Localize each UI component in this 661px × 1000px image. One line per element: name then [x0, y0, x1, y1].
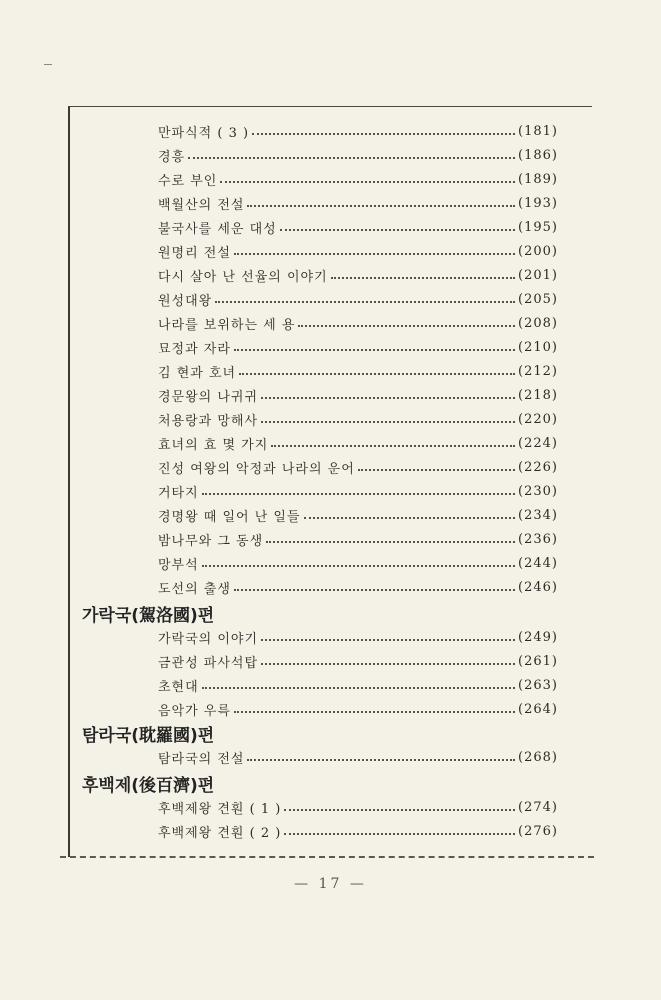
entry-page: (200) [518, 243, 558, 259]
entry-title: 원성대왕 [158, 293, 213, 309]
toc-entry [158, 576, 558, 598]
section-heading-hubaekje: 후백제(後百濟)편 [82, 775, 215, 796]
leader-dots [284, 809, 515, 811]
entry-page: (249) [518, 629, 558, 645]
toc-entry [158, 240, 558, 262]
toc-entry [158, 432, 558, 454]
section-heading-tamna: 탐라국(耽羅國)편 [82, 725, 215, 746]
entry-page: (246) [518, 579, 558, 595]
leader-dots [331, 277, 515, 279]
entry-page: (274) [518, 799, 558, 815]
leader-dots [261, 639, 515, 641]
leader-dots [234, 589, 515, 591]
toc-entry [158, 312, 558, 334]
entry-title: 음악가 우륵 [158, 703, 231, 719]
entry-page: (230) [518, 483, 558, 499]
toc-entry [158, 360, 558, 382]
toc-entry [158, 456, 558, 478]
entry-title: 다시 살아 난 선율의 이야기 [158, 269, 328, 285]
entry-title: 처용랑과 망해사 [158, 413, 259, 429]
entry-title: 수로 부인 [158, 173, 218, 189]
entry-title: 망부석 [158, 557, 199, 573]
toc-entry [158, 144, 558, 166]
toc-entry [158, 698, 558, 720]
leader-dots [234, 711, 515, 713]
entry-page: (195) [518, 219, 558, 235]
toc-entry [158, 192, 558, 214]
leader-dots [261, 421, 515, 423]
toc-entry [158, 528, 558, 550]
entry-page: (186) [518, 147, 558, 163]
leader-dots [247, 759, 515, 761]
entry-page: (218) [518, 387, 558, 403]
entry-page: (201) [518, 267, 558, 283]
toc-entry [158, 216, 558, 238]
entry-page: (212) [518, 363, 558, 379]
entry-title: 불국사를 세운 대성 [158, 221, 277, 237]
leader-dots [298, 325, 515, 327]
entry-title: 원명리 전설 [158, 245, 231, 261]
toc-entry [158, 674, 558, 696]
toc-entry [158, 820, 558, 842]
page-edge-mark [44, 64, 52, 65]
entry-page: (220) [518, 411, 558, 427]
leader-dots [220, 181, 515, 183]
toc-entry [158, 168, 558, 190]
leader-dots [215, 301, 515, 303]
leader-dots [234, 349, 515, 351]
entry-title: 진성 여왕의 악정과 나라의 운어 [158, 461, 355, 477]
entry-page: (261) [518, 653, 558, 669]
leader-dots [247, 205, 515, 207]
entry-title: 만파식적 ( 3 ) [158, 125, 250, 141]
entry-title: 금관성 파사석탑 [158, 655, 259, 671]
entry-page: (226) [518, 459, 558, 475]
entry-page: (210) [518, 339, 558, 355]
leader-dots [234, 253, 515, 255]
entry-page: (205) [518, 291, 558, 307]
toc-entry [158, 384, 558, 406]
entry-title: 나라를 보위하는 세 용 [158, 317, 296, 333]
entry-page: (263) [518, 677, 558, 693]
leader-dots [202, 493, 515, 495]
entry-page: (244) [518, 555, 558, 571]
entry-title: 김 현과 호녀 [158, 365, 237, 381]
toc-entry [158, 746, 558, 768]
leader-dots [239, 373, 515, 375]
page-number: — 17 — [294, 876, 367, 892]
entry-title: 경문왕의 나귀귀 [158, 389, 259, 405]
entry-title: 경흥 [158, 149, 186, 165]
entry-page: (234) [518, 507, 558, 523]
entry-title: 경명왕 때 일어 난 일들 [158, 509, 301, 525]
leader-dots [358, 469, 515, 471]
toc-entry [158, 626, 558, 648]
entry-page: (236) [518, 531, 558, 547]
entry-title: 도선의 출생 [158, 581, 231, 597]
toc-entry [158, 336, 558, 358]
leader-dots [252, 133, 515, 135]
leader-dots [261, 397, 515, 399]
leader-dots [188, 157, 515, 159]
entry-page: (264) [518, 701, 558, 717]
leader-dots [304, 517, 515, 519]
entry-title: 효녀의 효 몇 가지 [158, 437, 269, 453]
leader-dots [202, 687, 515, 689]
entry-title: 거타지 [158, 485, 199, 501]
entry-title: 후백제왕 견훤 ( 1 ) [158, 801, 282, 817]
leader-dots [280, 229, 515, 231]
frame-bottom-rule [60, 856, 594, 858]
toc-entry [158, 480, 558, 502]
entry-title: 묘정과 자라 [158, 341, 231, 357]
entry-title: 초현대 [158, 679, 199, 695]
toc-entry [158, 408, 558, 430]
entry-title: 백월산의 전설 [158, 197, 245, 213]
leader-dots [266, 541, 515, 543]
entry-page: (189) [518, 171, 558, 187]
toc-entry [158, 552, 558, 574]
section-heading-gaya: 가락국(駕洛國)편 [82, 605, 215, 626]
toc-entry [158, 264, 558, 286]
entry-title: 후백제왕 견훤 ( 2 ) [158, 825, 282, 841]
entry-page: (208) [518, 315, 558, 331]
entry-title: 가락국의 이야기 [158, 631, 259, 647]
leader-dots [202, 565, 515, 567]
toc-entry [158, 796, 558, 818]
entry-title: 탐라국의 전설 [158, 751, 245, 767]
entry-page: (181) [518, 123, 558, 139]
leader-dots [261, 663, 515, 665]
entry-title: 밤나무와 그 동생 [158, 533, 264, 549]
entry-page: (276) [518, 823, 558, 839]
entry-page: (224) [518, 435, 558, 451]
entry-page: (268) [518, 749, 558, 765]
entry-page: (193) [518, 195, 558, 211]
toc-entry [158, 650, 558, 672]
toc-entry [158, 504, 558, 526]
toc-entry [158, 288, 558, 310]
leader-dots [284, 833, 515, 835]
toc-entry [158, 120, 558, 142]
leader-dots [271, 445, 515, 447]
